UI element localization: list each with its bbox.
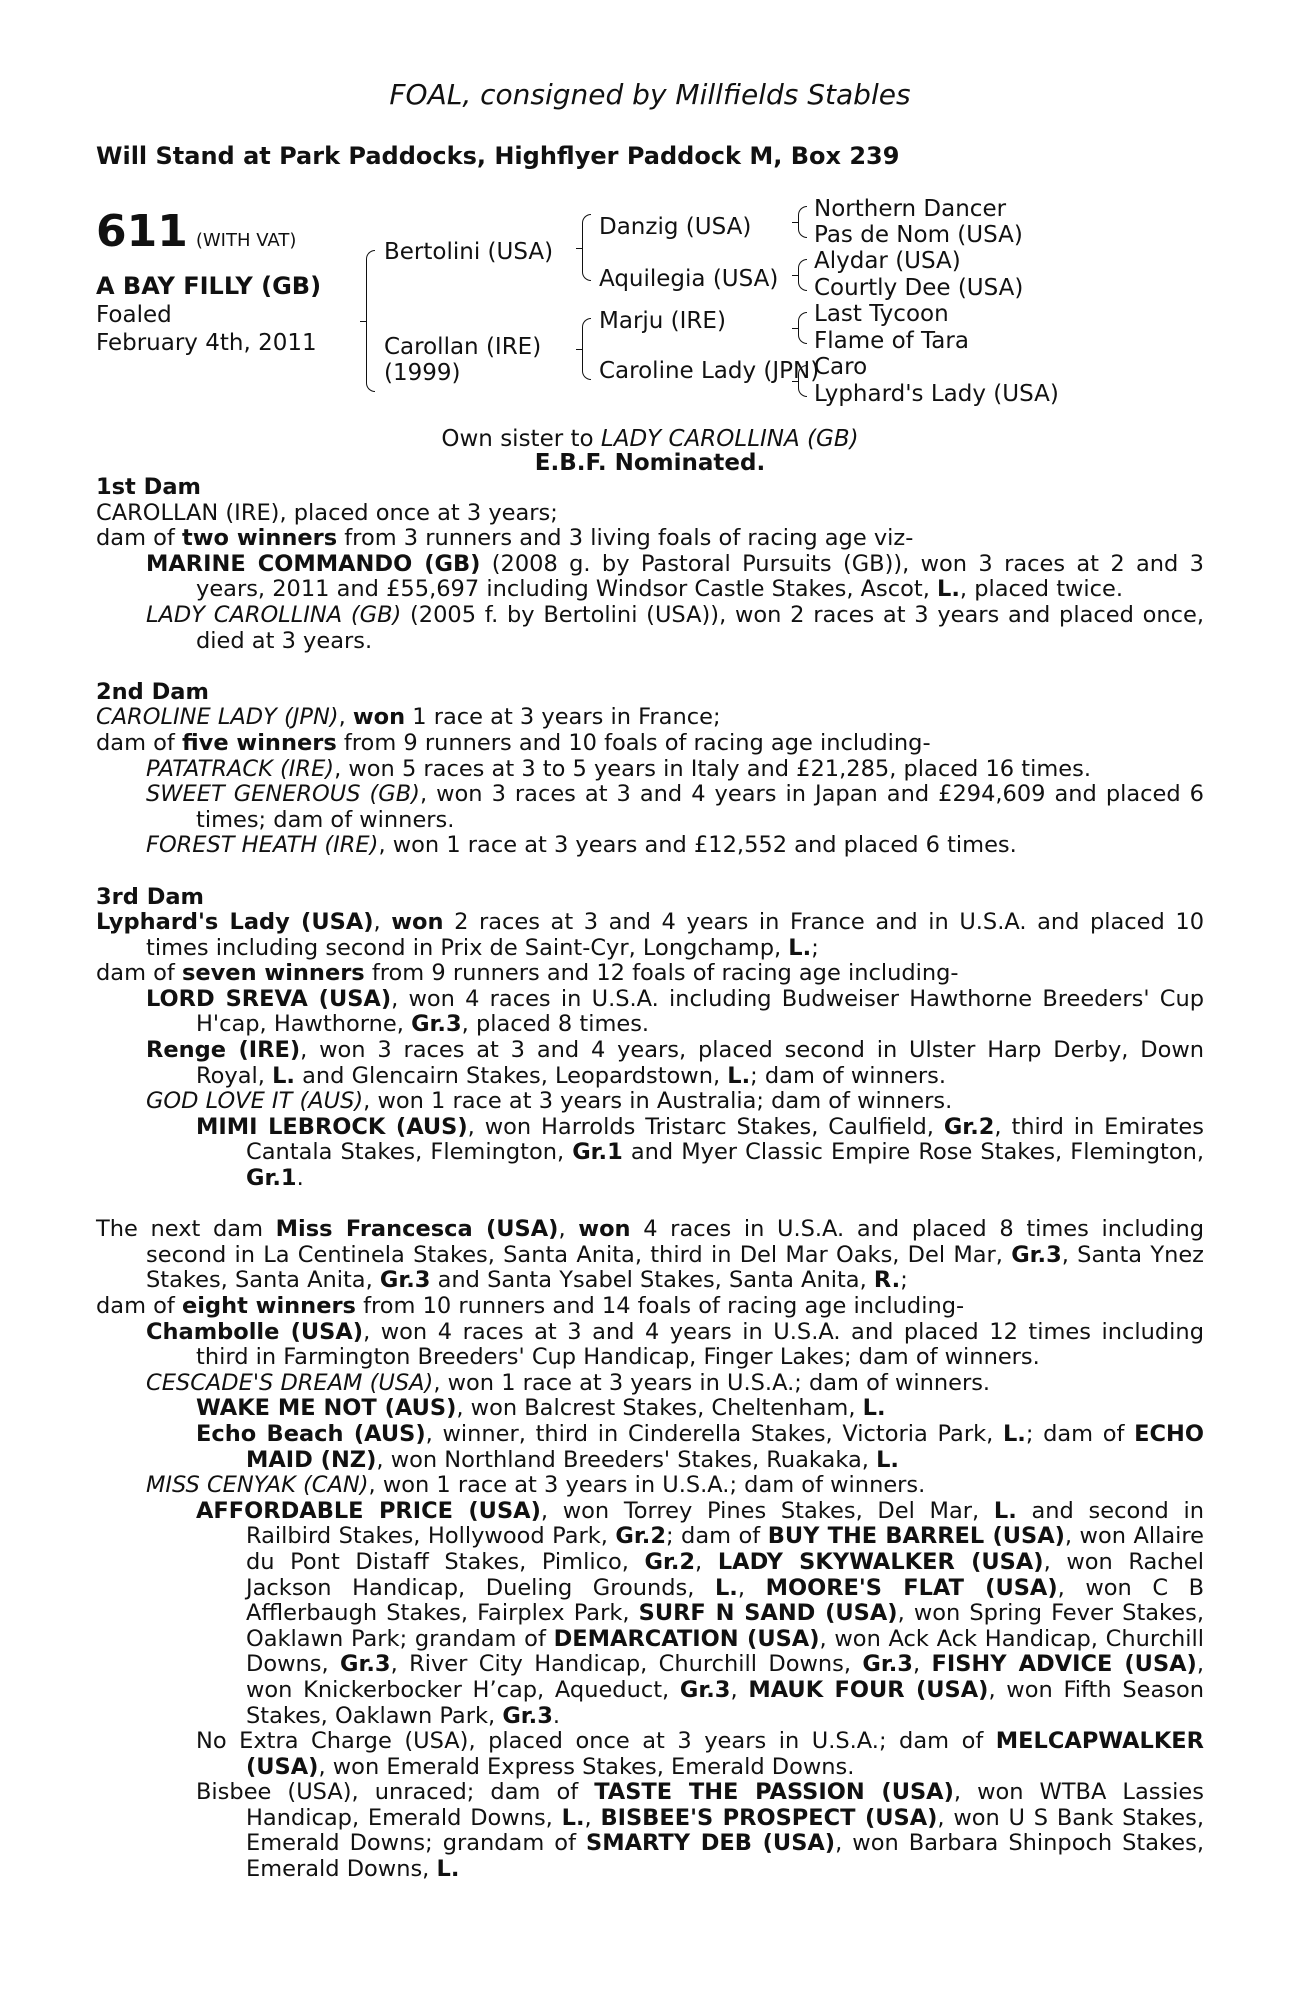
third-dam-section xyxy=(96,885,1204,1192)
dam-produce-line: dam of eight winners from 10 runners and 14 foals of racing age including- xyxy=(96,1293,965,1319)
grand-5: Last Tycoon xyxy=(814,301,949,327)
progeny-entry: Renge (IRE), won 3 races at 3 and 4 years, placed second in Ulster Harp Derby, Down Royal, L. and Glencairn Stakes, Leopardstown, L.; dam of winners. xyxy=(146,1037,1204,1089)
progeny-entry: LADY CAROLLINA (GB) (2005 f. by Bertolini (USA)), won 2 races at 3 years and placed once, died at 3 years. xyxy=(146,601,1204,654)
grand-6: Flame of Tara xyxy=(814,328,969,354)
grand-7: Caro xyxy=(814,354,868,380)
next-dam-section xyxy=(96,1217,1204,1882)
dam-dam: Caroline Lady (JPN) xyxy=(599,358,820,384)
dam-summary: CAROLINE LADY (JPN), won 1 race at 3 years in France; xyxy=(96,704,721,731)
progeny-entry: MIMI LEBROCK (AUS), won Harrolds Tristarc Stakes, Caulfield, Gr.2, third in Emirates Cantala Stakes, Flemington, Gr.1 and Myer Classic Empire Rose Stakes, Flemington, Gr.1. xyxy=(196,1113,1205,1192)
sister-note: Own sister to LADY CAROLLINA (GB) xyxy=(441,426,859,452)
dam-produce-line: dam of seven winners from 9 runners and 12 foals of racing age including- xyxy=(96,960,959,987)
grand-1: Northern Dancer xyxy=(814,196,1007,222)
section-heading: 3rd Dam xyxy=(96,883,204,910)
vat-label: (WITH VAT) xyxy=(195,230,297,251)
progeny-entry: AFFORDABLE PRICE (USA), won Torrey Pines Stakes, Del Mar, L. and second in Railbird Stakes, Hollywood Park, Gr.2; dam of BUY THE BARREL (USA), won Allaire du Pont Distaff Stakes, Pimlico, Gr.2, LADY SKYWALKER (USA), won Rachel Jackson Handicap, Dueling Grounds, L., MOORE'S FLAT (USA), won C B Afflerbaugh Stakes, Fairplex Park, SURF N SAND (USA), won Spring Fever Stakes, Oaklawn Park; grandam of DEMARCATION (USA), won Ack Ack Handicap, Churchill Downs, Gr.3, River City Handicap, Churchill Downs, Gr.3, FISHY ADVICE (USA), won Knickerbocker H’cap, Aqueduct, Gr.3, MAUK FOUR (USA), won Fifth Season Stakes, Oaklawn Park, Gr.3. xyxy=(196,1497,1205,1729)
lot-header xyxy=(96,206,296,257)
grand-3: Alydar (USA) xyxy=(814,248,961,274)
brace-g1 xyxy=(798,206,807,238)
lot-number: 611 xyxy=(96,206,188,257)
dam-summary: Lyphard's Lady (USA), won 2 races at 3 and 4 years in France and in U.S.A. and placed 10 times including second in Prix de Saint-Cyr, Longchamp, L.; xyxy=(96,909,1205,961)
grand-2: Pas de Nom (USA) xyxy=(814,222,1023,248)
first-dam-section xyxy=(96,475,1204,654)
progeny-entry: SWEET GENEROUS (GB), won 3 races at 3 and 4 years in Japan and £294,609 and placed 6 times; dam of winners. xyxy=(146,781,1204,833)
progeny-entry: Bisbee (USA), unraced; dam of TASTE THE PASSION (USA), won WTBA Lassies Handicap, Emerald Downs, L., BISBEE'S PROSPECT (USA), won U S Bank Stakes, Emerald Downs; grandam of SMARTY DEB (USA), won Barbara Shinpoch Stakes, Emerald Downs, L. xyxy=(196,1779,1205,1883)
progeny-entry: Chambolle (USA), won 4 races at 3 and 4 years in U.S.A. and placed 12 times including third in Farmington Breeders' Cup Handicap, Finger Lakes; dam of winners. xyxy=(146,1318,1204,1371)
progeny-entry: MARINE COMMANDO (GB) (2008 g. by Pastoral Pursuits (GB)), won 3 races at 2 and 3 years, 2011 and £55,697 including Windsor Castle Stakes, Ascot, L., placed twice. xyxy=(146,550,1204,603)
grand-4: Courtly Dee (USA) xyxy=(814,275,1024,301)
progeny-entry: CESCADE'S DREAM (USA), won 1 race at 3 years in U.S.A.; dam of winners. xyxy=(146,1369,991,1396)
progeny-entry: No Extra Charge (USA), placed once at 3 years in U.S.A.; dam of MELCAPWALKER (USA), won Emerald Express Stakes, Emerald Downs. xyxy=(196,1728,1204,1780)
section-heading: 1st Dam xyxy=(96,474,201,500)
foaled-label: Foaled xyxy=(96,302,172,328)
brace-main xyxy=(366,250,375,392)
sire-dam: Aquilegia (USA) xyxy=(599,266,779,292)
brace-g4 xyxy=(798,365,807,397)
ebf-note: E.B.F. Nominated. xyxy=(534,450,766,476)
progeny-entry: MISS CENYAK (CAN), won 1 race at 3 years in U.S.A.; dam of winners. xyxy=(146,1472,926,1499)
produce-record xyxy=(96,475,1204,1883)
brace-dam xyxy=(582,318,591,380)
progeny-entry: Echo Beach (AUS), winner, third in Cinderella Stakes, Victoria Park, L.; dam of ECHO MAID (NZ), won Northland Breeders' Stakes, Ruakaka, L. xyxy=(196,1420,1204,1473)
consignor-line: FOAL, consigned by Millfields Stables xyxy=(389,78,911,111)
brace-sire xyxy=(582,214,591,281)
progeny-entry: GOD LOVE IT (AUS), won 1 race at 3 years in Australia; dam of winners. xyxy=(146,1088,953,1115)
second-dam-section xyxy=(96,680,1204,859)
horse-name: A BAY FILLY (GB) xyxy=(96,272,322,300)
brace-g2 xyxy=(798,259,807,291)
dam-summary: CAROLLAN (IRE), placed once at 3 years; xyxy=(96,499,558,526)
stand-location: Will Stand at Park Paddocks, Highflyer Paddock M, Box 239 xyxy=(96,142,900,170)
progeny-entry: FOREST HEATH (IRE), won 1 race at 3 years and £12,552 and placed 6 times. xyxy=(146,832,1017,859)
sire-name: Bertolini (USA) xyxy=(384,239,554,265)
dam-sire: Marju (IRE) xyxy=(599,308,726,334)
sire-sire: Danzig (USA) xyxy=(599,214,752,240)
dam-summary: The next dam Miss Francesca (USA), won 4 races in U.S.A. and placed 8 times including second in La Centinela Stakes, Santa Anita, third in Del Mar Oaks, Del Mar, Gr.3, Santa Ynez Stakes, Santa Anita, Gr.3 and Santa Ysabel Stakes, Santa Anita, R.; xyxy=(96,1216,1205,1294)
progeny-entry: PATATRACK (IRE), won 5 races at 3 to 5 years in Italy and £21,285, placed 16 times. xyxy=(146,755,1091,782)
brace-g3 xyxy=(798,312,807,344)
grand-8: Lyphard's Lady (USA) xyxy=(814,381,1059,407)
dam-year: (1999) xyxy=(384,360,461,386)
progeny-entry: WAKE ME NOT (AUS), won Balcrest Stakes, Cheltenham, L. xyxy=(196,1395,886,1422)
dam-name: Carollan (IRE) xyxy=(384,334,542,360)
dam-produce-line: dam of two winners from 3 runners and 3 living foals of racing age viz- xyxy=(96,525,914,552)
section-heading: 2nd Dam xyxy=(96,678,209,705)
progeny-entry: LORD SREVA (USA), won 4 races in U.S.A. including Budweiser Hawthorne Breeders' Cup H'cap, Hawthorne, Gr.3, placed 8 times. xyxy=(146,985,1204,1038)
dam-produce-line: dam of five winners from 9 runners and 10 foals of racing age including- xyxy=(96,729,931,756)
foaled-date: February 4th, 2011 xyxy=(96,330,317,356)
